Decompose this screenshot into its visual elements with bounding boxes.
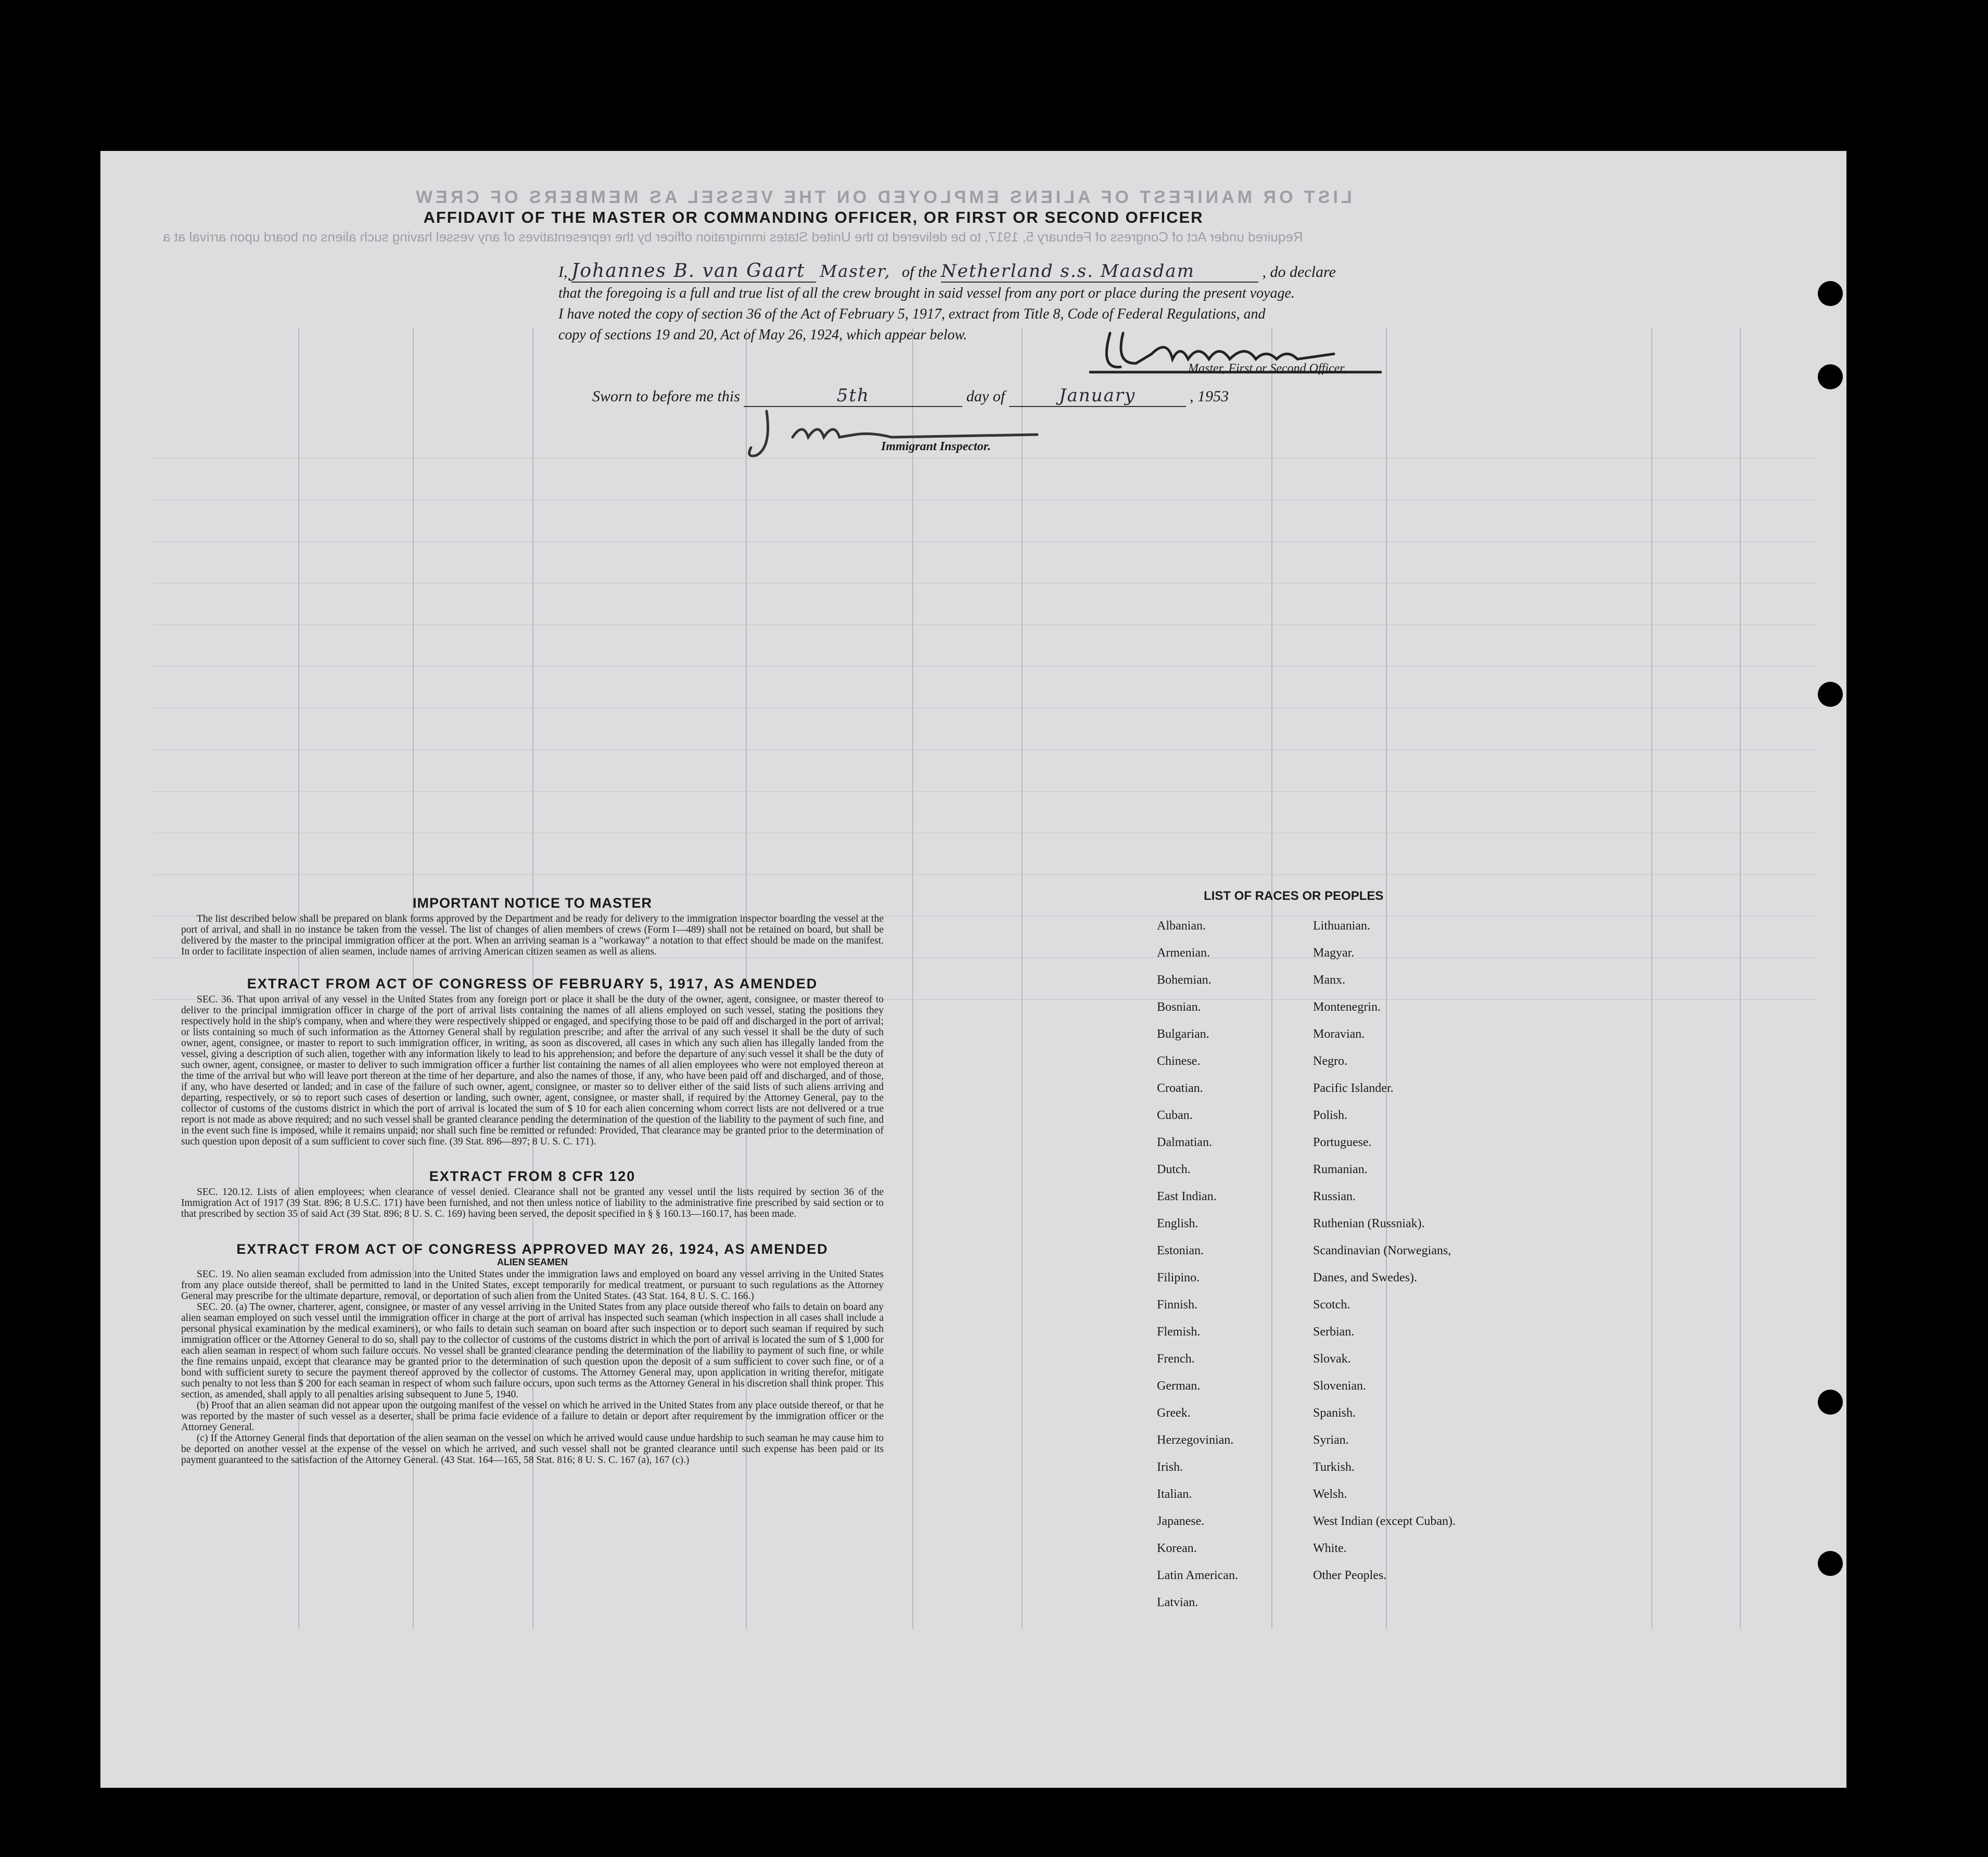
race-item: Polish. [1313, 1109, 1348, 1122]
race-item: Pacific Islander. [1313, 1082, 1394, 1095]
race-item: Filipino. [1157, 1271, 1200, 1284]
race-item: East Indian. [1157, 1190, 1217, 1203]
ghost-row-line [152, 749, 1818, 750]
binder-hole [1818, 1551, 1843, 1576]
race-item: Russian. [1313, 1190, 1356, 1203]
vessel-handwritten: Netherland s.s. Maasdam [941, 261, 1258, 283]
rank-handwritten: Master, [820, 261, 891, 281]
sworn-label: Sworn to before me this [592, 388, 740, 405]
affidavit-title: AFFIDAVIT OF THE MASTER OR COMMANDING OFFICER, OR FIRST OR SECOND OFFICER [423, 208, 1204, 226]
ghost-row-line [152, 874, 1818, 875]
ghost-row-line [152, 666, 1818, 667]
race-item: Herzegovinian. [1157, 1433, 1234, 1447]
race-item: Scotch. [1313, 1298, 1350, 1312]
race-item: Chinese. [1157, 1054, 1201, 1068]
race-item: Greek. [1157, 1406, 1191, 1420]
ghost-column-line [1022, 328, 1023, 1629]
race-item: Japanese. [1157, 1515, 1205, 1528]
extract-cfr-text [181, 1187, 884, 1219]
race-item: West Indian (except Cuban). [1313, 1515, 1456, 1528]
race-item: French. [1157, 1352, 1195, 1366]
affidavit-line2: that the foregoing is a full and true list of all the crew brought in said vessel from any port or place during the present voyage. [558, 285, 1295, 301]
race-item: Montenegrin. [1313, 1000, 1381, 1014]
extract-1917-title: EXTRACT FROM ACT OF CONGRESS OF FEBRUARY 5, 1917, AS AMENDED [247, 976, 818, 991]
race-item: Scandinavian (Norwegians, [1313, 1244, 1451, 1257]
affidavit-line4: copy of sections 19 and 20, Act of May 26, 1924, which appear below. [558, 327, 967, 343]
alien-seamen-subtitle: ALIEN SEAMEN [496, 1257, 568, 1267]
race-item: German. [1157, 1379, 1201, 1393]
race-item: Cuban. [1157, 1109, 1193, 1122]
sec36-paragraph: SEC. 36. That upon arrival of any vessel in the United States from any foreign port or place it shall be the duty of the owner, agent, consignee, or master thereof to deliver to the principal immigration officer in charge of the port of arrival lists containing the names of all aliens employed on such vessel, stating the positions they respectively hold in the ship's company, when and where they were respectively shipped or engaged, and specifying those to be paid off and discharged in the port of arrival; or lists containing so much of such information as the Attorney General shall by regulation prescribe; and after the arrival of any such vessel it shall be the duty of such owner, agent, consignee, or master to report to such immigration officer, in writing, as soon as discovered, all cases in which any such alien has illegally landed from the vessel, giving a description of such alien, together with any information likely to lead to his apprehension; and before the departure of any such vessel it shall be the duty of such owner, agent, consignee, or master to deliver to such immigration officer a further list containing the names of all alien employees who were not employed thereon at the time of the arrival but who will leave port thereon at the time of her departure, and also the names of those, if any, who have been paid off and discharged, and of those, if any, who have deserted or landed; and in case of the failure of such owner, agent, consignee, or master so to deliver either of the said lists of such aliens arriving and departing, respectively, or so to report such cases of desertion or landing, such owner, agent, consignee, or master shall, if required by the Attorney General, pay to the collector of customs of the customs district in which the port of arrival is located the sum of $ 10 for each alien concerning whom correct lists are not delivered or a true report is not made as above required; and no such vessel shall be granted clearance pending the determination of the question of the liability to the payment of such fine, and in the event such fine is imposed, while it remains unpaid; nor shall such fine be remitted or refunded: Provided, That clearance may be granted prior to the determination of such question upon deposit of a sum sufficient to cover such fine. (39 Stat. 896—897; 8 U. S. C. 171). [181, 994, 884, 1147]
race-item: Syrian. [1313, 1433, 1349, 1447]
race-item: Serbian. [1313, 1325, 1355, 1339]
race-item: Latin American. [1157, 1569, 1238, 1582]
race-item: Ruthenian (Russniak). [1313, 1217, 1425, 1230]
extract-1924-title: EXTRACT FROM ACT OF CONGRESS APPROVED MAY 26, 1924, AS AMENDED [236, 1241, 829, 1257]
ghost-row-line [152, 791, 1818, 792]
do-declare-label: , do declare [1262, 263, 1336, 281]
race-item: Spanish. [1313, 1406, 1356, 1420]
sec20c-paragraph: (c) If the Attorney General finds that deportation of the alien seaman on the vessel on which he arrived would cause undue hardship to such seaman he may cause him to be deported on another vessel at the expense of the vessel on which he arrived, and such vessel shall not be granted clearance until such expense has been paid or its payment guaranteed to the satisfaction of the Attorney General. (43 Stat. 164—165, 58 Stat. 816; 8 U. S. C. 167 (a), 167 (c).) [181, 1433, 884, 1466]
affidavit-i: I, [558, 263, 568, 281]
sec20b-paragraph: (b) Proof that an alien seaman did not appear upon the outgoing manifest of the vessel on which he arrived in the United States from any place outside thereof, or that he was reported by the master of such vessel as a deserter, shall be prima facie evidence of a failure to detain or deport after requirement by the immigration officer or the Attorney General. [181, 1400, 884, 1433]
race-item: Dalmatian. [1157, 1136, 1212, 1149]
race-item: Lithuanian. [1313, 919, 1370, 933]
race-item: Croatian. [1157, 1082, 1203, 1095]
race-item: Latvian. [1157, 1596, 1199, 1609]
sworn-month-handwritten: January [1009, 385, 1186, 407]
sworn-day-handwritten: 5th [744, 385, 962, 407]
binder-hole [1818, 281, 1843, 306]
race-item: Bosnian. [1157, 1000, 1201, 1014]
race-item: Armenian. [1157, 946, 1210, 960]
affidavit-line1 [558, 260, 1336, 283]
bleed-through-header: LIST OR MANIFEST OF ALIENS EMPLOYED ON THE VESSEL AS MEMBERS OF CREW [413, 187, 1352, 207]
extract-cfr-title: EXTRACT FROM 8 CFR 120 [429, 1168, 636, 1184]
race-item: Slovenian. [1313, 1379, 1366, 1393]
of-the-label: of the [902, 263, 937, 281]
race-item: Negro. [1313, 1054, 1347, 1068]
inspector-caption: Immigrant Inspector. [881, 440, 991, 453]
ghost-row-line [152, 541, 1818, 542]
race-item: Estonian. [1157, 1244, 1204, 1257]
sworn-line [592, 385, 1229, 407]
race-item: Other Peoples. [1313, 1569, 1387, 1582]
race-item: English. [1157, 1217, 1199, 1230]
race-item: Irish. [1157, 1460, 1183, 1474]
manifest-page [100, 151, 1846, 1788]
race-item: Manx. [1313, 973, 1345, 987]
sworn-year: , 1953 [1190, 388, 1229, 405]
race-item: White. [1313, 1542, 1347, 1555]
race-item: Magyar. [1313, 946, 1355, 960]
important-notice-paragraph: The list described below shall be prepared on blank forms approved by the Department and be ready for delivery to the immigration inspector boarding the vessel at the port of arrival, and shall in no instance be taken from the vessel. The list of changes of alien members of crews (Form I—489) shall not be retained on board, but shall be delivered by the master to the principal immigration officer at the port. When an arriving seaman is a "workaway" a notation to that effect should be made on the manifest. In order to facilitate inspection of alien seamen, include names of arriving American citizen seamen as well as aliens. [181, 913, 884, 957]
race-item: Italian. [1157, 1487, 1192, 1501]
extract-1924-text [181, 1269, 884, 1466]
day-of-label: day of [966, 388, 1005, 405]
race-item: Finnish. [1157, 1298, 1198, 1312]
master-name-handwritten: Johannes B. van Gaart [571, 260, 816, 283]
bleed-through-subheader: Required under Act of Congress of February 5, 1917, to be delivered to the United States immigration officer by the representatives of any vessel having such aliens on board upon arrival at a [163, 229, 1303, 245]
ghost-column-line [1271, 328, 1272, 1629]
sec20a-paragraph: SEC. 20. (a) The owner, charterer, agent, consignee, or master of any vessel arriving in the United States from any place outside thereof who fails to detain on board any alien seaman employed on such vessel until the immigration officer in charge at the port of arrival has inspected such seaman (which inspection in all cases shall include a personal physical examination by the medical examiners), or who fails to detain such seaman on board after such inspection or to deport such seaman if required by such immigration officer or the Attorney General to do so, shall pay to the collector of customs of the customs district in which the port of arrival is located the sum of $ 1,000 for each alien seaman in respect of whom such failure occurs. No vessel shall be granted clearance pending the determination of the liability to payment of such fine, or while the fine remains unpaid, except that clearance may be granted prior to the determination of such question upon the deposit of a sum sufficient to cover such fine, or of a bond with sufficient surety to secure the payment thereof approved by the collector of customs. The Attorney General may, upon application in writing therefor, mitigate such penalty to not less than $ 200 for each seaman in respect of whom such failure occurs, upon such terms as the Attorney General in his discretion shall think proper. This section, as amended, shall apply to all penalties arising subsequent to June 5, 1940. [181, 1302, 884, 1400]
race-item: Portuguese. [1313, 1136, 1372, 1149]
binder-hole [1818, 682, 1843, 707]
race-item: Flemish. [1157, 1325, 1201, 1339]
race-item: Welsh. [1313, 1487, 1347, 1501]
ghost-column-line [912, 328, 913, 1629]
ghost-column-line [1386, 328, 1387, 1629]
race-item: Slovak. [1313, 1352, 1351, 1366]
inspector-signature [735, 406, 1048, 468]
race-item: Dutch. [1157, 1163, 1191, 1176]
ghost-column-line [1651, 328, 1652, 1629]
master-caption: Master, First or Second Officer. [1188, 362, 1346, 375]
binder-hole [1818, 364, 1843, 389]
races-title: LIST OF RACES OR PEOPLES [1204, 889, 1384, 903]
extract-1917-text [181, 994, 884, 1147]
race-item: Moravian. [1313, 1027, 1365, 1041]
race-item: Rumanian. [1313, 1163, 1368, 1176]
affidavit-line3: I have noted the copy of section 36 of the Act of February 5, 1917, extract from Title 8, Code of Federal Regulations, and [558, 306, 1266, 322]
sec19-paragraph: SEC. 19. No alien seaman excluded from admission into the United States under the immigration laws and employed on board any vessel arriving in the United States from any place outside thereof, shall be permitted to land in the United States, except temporarily for medical treatment, or pursuant to such regulations as the Attorney General may prescribe for the ultimate departure, removal, or deportation of such alien from the United States. (43 Stat. 164, 8 U. S. C. 166.) [181, 1269, 884, 1302]
race-item: Bohemian. [1157, 973, 1212, 987]
ghost-column-line [1740, 328, 1741, 1629]
binder-hole [1818, 1390, 1843, 1415]
race-item: Turkish. [1313, 1460, 1355, 1474]
important-notice-title: IMPORTANT NOTICE TO MASTER [413, 895, 652, 911]
important-notice-text [181, 913, 884, 957]
race-item: Albanian. [1157, 919, 1206, 933]
race-item: Korean. [1157, 1542, 1197, 1555]
race-item: Bulgarian. [1157, 1027, 1209, 1041]
sec120-paragraph: SEC. 120.12. Lists of alien employees; when clearance of vessel denied. Clearance shall not be granted any vessel until the lists required by section 36 of the Immigration Act of 1917 (39 Stat. 896; 8 U.S.C. 171) have been furnished, and not then unless notice of liability to the administrative fine prescribed by said section or to that prescribed by section 35 of said Act (39 Stat. 896; 8 U. S. C. 169) having been served, the deposit specified in § § 160.13—160.17, has been made. [181, 1187, 884, 1219]
race-item: Danes, and Swedes). [1313, 1271, 1417, 1284]
